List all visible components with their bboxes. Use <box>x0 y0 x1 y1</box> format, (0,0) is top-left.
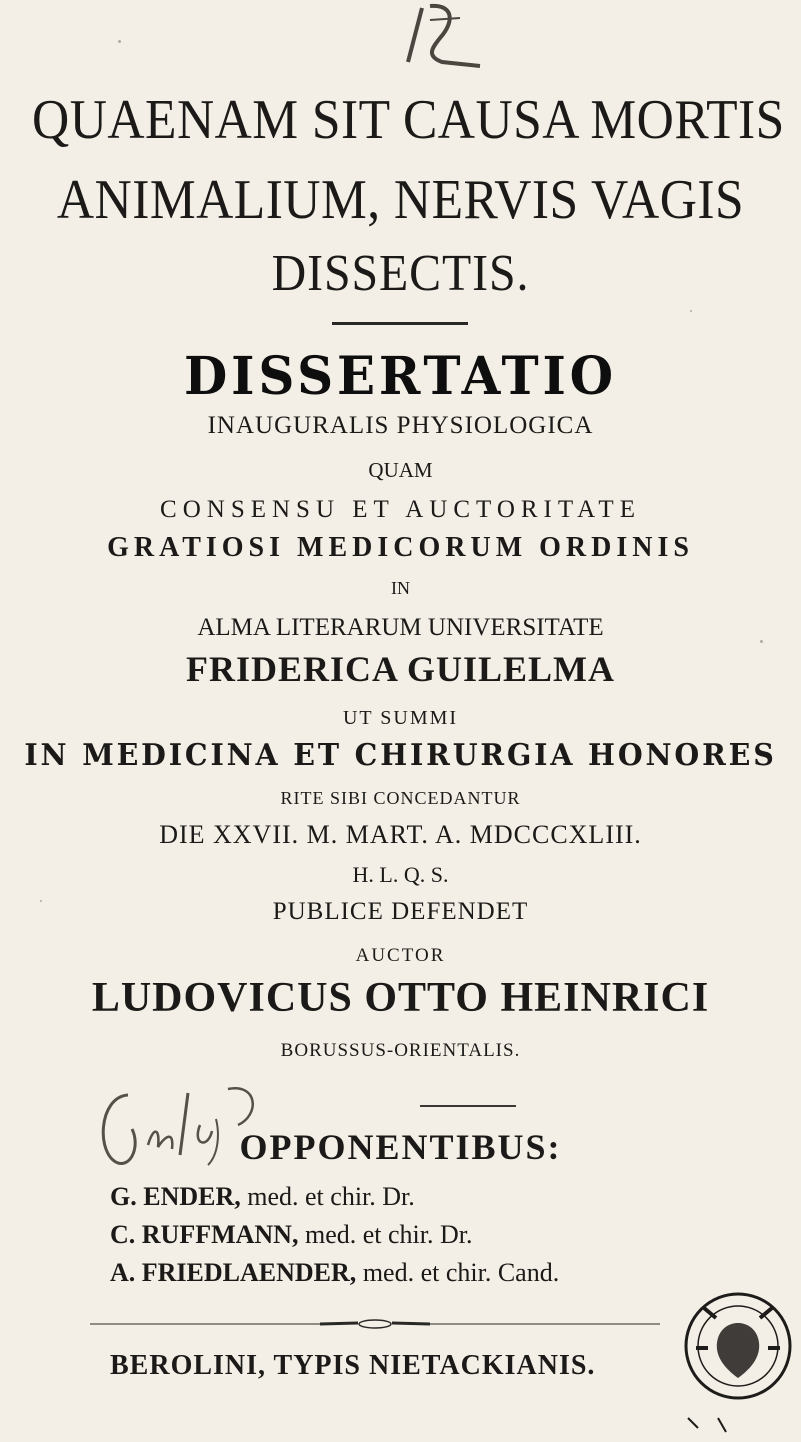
speck <box>760 640 763 643</box>
line-inauguralis: INAUGURALIS PHYSIOLOGICA <box>207 412 594 439</box>
speck <box>40 900 42 902</box>
ornamental-rule <box>90 1318 660 1330</box>
opponent-name: C. RUFFMANN, <box>110 1220 299 1249</box>
line-in-medicina: IN MEDICINA ET CHIRURGIA HONORES <box>24 738 777 773</box>
middle-rule <box>420 1105 516 1107</box>
imprint: BEROLINI, TYPIS NIETACKIANIS. <box>110 1350 596 1381</box>
line-auctor: AUCTOR <box>355 945 446 966</box>
opponent-title: med. et chir. Cand. <box>362 1258 560 1287</box>
opponent-title: med. et chir. Dr. <box>304 1220 473 1249</box>
top-rule <box>332 322 468 325</box>
opponent-1 <box>110 1182 415 1212</box>
speck <box>118 40 121 43</box>
line-in: IN <box>391 578 410 598</box>
title-line-2: ANIMALIUM, NERVIS VAGIS <box>56 169 745 231</box>
opponent-name: G. ENDER, <box>110 1182 241 1211</box>
line-publice: PUBLICE DEFENDET <box>272 898 529 925</box>
line-alma: ALMA LITERARUM UNIVERSITATE <box>197 614 604 641</box>
speck <box>690 310 692 312</box>
author-origin: BORUSSUS-ORIENTALIS. <box>280 1040 521 1061</box>
line-consensu: CONSENSU ET AUCTORITATE <box>160 496 641 523</box>
line-gratiosi: GRATIOSI MEDICORUM ORDINIS <box>107 532 694 563</box>
author-name: LUDOVICUS OTTO HEINRICI <box>91 975 710 1021</box>
opponent-2 <box>110 1220 472 1250</box>
opponents-heading: OPPONENTIBUS: <box>239 1127 562 1167</box>
line-friderica: FRIDERICA GUILELMA <box>185 649 616 689</box>
opponent-title: med. et chir. Dr. <box>247 1182 415 1211</box>
opponent-3 <box>110 1258 559 1288</box>
library-stamp <box>668 1268 798 1438</box>
title-line-3: DISSECTIS. <box>271 245 530 302</box>
line-date: DIE XXVII. M. MART. A. MDCCCXLIII. <box>159 820 642 849</box>
line-ut-summi: UT SUMMI <box>342 707 459 729</box>
opponent-name: A. FRIEDLAENDER, <box>110 1258 357 1287</box>
heading-dissertatio: DISSERTATIO <box>184 346 617 407</box>
line-quam: QUAM <box>368 458 433 482</box>
line-hlqs: H. L. Q. S. <box>352 862 449 887</box>
title-line-1: QUAENAM SIT CAUSA MORTIS <box>32 89 785 151</box>
handwritten-mark <box>360 0 500 80</box>
line-rite: RITE SIBI CONCEDANTUR <box>280 788 521 808</box>
